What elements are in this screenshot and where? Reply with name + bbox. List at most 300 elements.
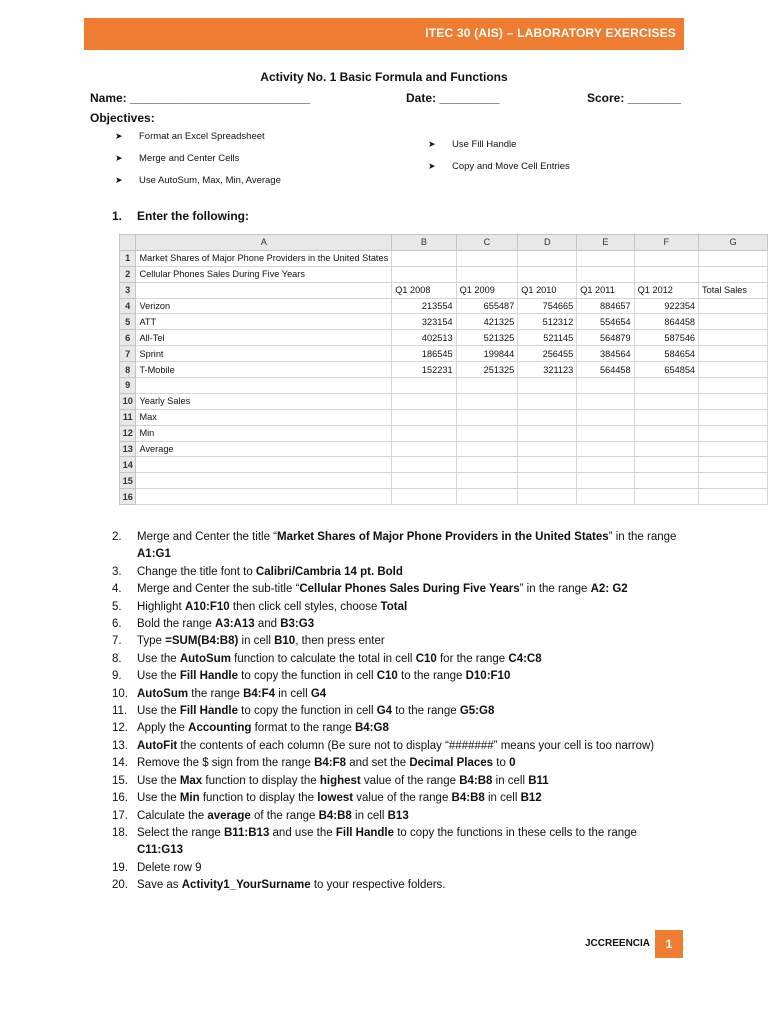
sheet-cell (518, 266, 577, 282)
select-all-corner (120, 235, 136, 251)
instruction-segment: to the range (397, 670, 466, 683)
sheet-cell: 521145 (518, 330, 577, 346)
instruction-emphasis: Total (380, 600, 408, 613)
sheet-cell (456, 441, 518, 457)
sheet-cell (456, 473, 518, 489)
sheet-cell (577, 409, 634, 425)
instruction-segment: value of the range (353, 792, 452, 805)
sheet-cell (136, 473, 392, 489)
instruction-item (112, 720, 682, 737)
objective-item: ➤ Copy and Move Cell Entries (428, 161, 570, 172)
sheet-cell (456, 489, 518, 505)
instruction-emphasis: A3:A13 (215, 618, 255, 631)
sheet-cell: Min (136, 425, 392, 441)
instruction-segment: value of the range (360, 774, 460, 787)
instruction-text (137, 616, 682, 633)
instruction-emphasis: Min (179, 792, 200, 805)
instruction-emphasis: B11:B13 (223, 826, 270, 839)
objective-item: ➤ Merge and Center Cells (115, 153, 240, 164)
instruction-number: 13. (112, 739, 128, 752)
sheet-cell: ATT (136, 314, 392, 330)
instruction-segment: Use the (137, 792, 180, 805)
sheet-cell: 521325 (456, 330, 518, 346)
sheet-row (120, 457, 768, 473)
sheet-cell (456, 250, 518, 266)
row-header: 13 (120, 441, 136, 457)
sheet-cell: Max (136, 409, 392, 425)
instruction-segment: for the range (436, 652, 509, 665)
sheet-cell (136, 457, 392, 473)
sheet-row (120, 425, 768, 441)
sheet-cell (634, 489, 698, 505)
sheet-cell: Q1 2012 (634, 282, 698, 298)
instruction-emphasis: Activity1_YourSurname (181, 879, 311, 892)
objectives-heading: Objectives: (90, 111, 155, 125)
instruction-emphasis: G4 (376, 705, 393, 718)
instruction-emphasis: AutoSum (179, 652, 231, 665)
instruction-emphasis: G5:G8 (459, 705, 495, 718)
sheet-cell (392, 473, 456, 489)
instruction-item (112, 738, 682, 755)
sheet-cell: 384564 (577, 346, 634, 362)
sheet-row (120, 473, 768, 489)
instruction-emphasis: B10 (274, 635, 296, 648)
sheet-cell (577, 266, 634, 282)
sheet-cell: 564458 (577, 362, 634, 378)
row-header: 15 (120, 473, 136, 489)
row-header: 2 (120, 266, 136, 282)
instruction-segment: and use the (269, 826, 336, 839)
instruction-segment: to (493, 757, 510, 770)
sheet-cell (699, 473, 768, 489)
row-header: 14 (120, 457, 136, 473)
instruction-text (137, 599, 682, 616)
instruction-number: 18. (112, 826, 128, 839)
column-header: A (136, 235, 392, 251)
instruction-segment: of the range (250, 809, 319, 822)
sheet-cell (392, 393, 456, 409)
instruction-segment: and (254, 618, 281, 631)
instruction-item (112, 616, 682, 633)
sheet-cell (699, 362, 768, 378)
instruction-emphasis: B13 (387, 809, 409, 822)
sheet-cell (699, 346, 768, 362)
row-header: 3 (120, 282, 136, 298)
instruction-emphasis: Max (179, 774, 203, 787)
instruction-segment: Use the (137, 774, 180, 787)
instruction-segment: Calculate the (137, 809, 208, 822)
sheet-row (120, 393, 768, 409)
sheet-cell: 754665 (518, 298, 577, 314)
sheet-cell: 564879 (577, 330, 634, 346)
sheet-cell: 587546 (634, 330, 698, 346)
instruction-segment: Merge and Center the title “ (137, 531, 277, 543)
instruction-emphasis: highest (319, 774, 361, 787)
column-header: G (699, 235, 768, 251)
sheet-cell (392, 266, 456, 282)
instruction-number: 17. (112, 809, 128, 822)
sheet-cell: 554654 (577, 314, 634, 330)
instruction-segment: Use the (137, 705, 180, 718)
instruction-segment: function to calculate the total in cell (230, 652, 416, 665)
instruction-item (112, 564, 682, 581)
cell-text: Market Shares of Major Phone Providers in the United States (139, 253, 389, 264)
instruction-segment: Remove the $ sign from the range (137, 757, 315, 770)
sheet-cell: 251325 (456, 362, 518, 378)
instruction-item (112, 825, 682, 860)
instruction-number: 11. (112, 705, 128, 718)
instruction-item (112, 668, 682, 685)
instruction-number: 19. (112, 861, 128, 874)
column-header-row (120, 235, 768, 251)
sheet-cell (699, 393, 768, 409)
instruction-segment: to copy the function in cell (237, 705, 377, 718)
sheet-cell (456, 409, 518, 425)
instruction-emphasis: B4:F8 (314, 757, 347, 770)
instruction-emphasis: D10:F10 (465, 670, 511, 683)
instruction-item (112, 686, 682, 703)
sheet-cell (392, 441, 456, 457)
sheet-cell: Average (136, 441, 392, 457)
instruction-segment: the contents of each column (Be sure not to display “#######” means your cell is too narrow) (177, 739, 655, 752)
sheet-cell (136, 378, 392, 394)
sheet-cell (456, 425, 518, 441)
instruction-segment: and set the (346, 757, 410, 770)
instruction-text (137, 651, 682, 668)
instruction-segment: to your respective folders. (310, 879, 446, 892)
instruction-item (112, 529, 682, 564)
instruction-segment: Delete row 9 (137, 861, 202, 874)
instruction-number: 14. (112, 757, 128, 770)
instruction-number: 12. (112, 722, 128, 735)
instruction-text (137, 738, 682, 755)
instruction-segment: in cell (492, 774, 529, 787)
instruction-segment: Apply the (137, 722, 189, 735)
instruction-emphasis: Market Shares of Major Phone Providers in the United States (277, 531, 609, 543)
sheet-cell (634, 378, 698, 394)
header-banner (84, 18, 684, 50)
sheet-cell (577, 393, 634, 409)
instruction-emphasis: A10:F10 (184, 600, 230, 613)
instruction-text (137, 581, 682, 598)
sheet-cell (634, 250, 698, 266)
sheet-cell (518, 425, 577, 441)
instruction-segment: to copy the function in cell (237, 670, 377, 683)
score-field: Score: ________ (587, 91, 682, 105)
instruction-text (137, 860, 682, 877)
instruction-emphasis: Fill Handle (179, 670, 238, 683)
sheet-cell (634, 473, 698, 489)
sheet-cell (699, 298, 768, 314)
sheet-cell (699, 409, 768, 425)
instruction-emphasis: C10 (415, 652, 437, 665)
row-header: 1 (120, 250, 136, 266)
instruction-segment: function to display the (202, 774, 320, 787)
sheet-cell (699, 330, 768, 346)
instruction-emphasis: B3:G3 (280, 618, 315, 631)
instruction-emphasis: Accounting (188, 722, 252, 735)
sheet-cell (392, 489, 456, 505)
spreadsheet (119, 234, 768, 505)
instruction-emphasis: =SUM(B4:B8) (165, 635, 239, 648)
sheet-cell: 323154 (392, 314, 456, 330)
instruction-number: 5. (112, 600, 122, 613)
sheet-cell (699, 314, 768, 330)
sheet-cell (518, 489, 577, 505)
instruction-segment: Type (137, 635, 166, 648)
sheet-cell (518, 441, 577, 457)
sheet-cell (577, 489, 634, 505)
page-number: 1 (655, 930, 683, 958)
instruction-list (112, 529, 682, 895)
instruction-text (137, 773, 682, 790)
sheet-cell (577, 378, 634, 394)
instruction-item (112, 651, 682, 668)
objective-item: ➤ Use Fill Handle (428, 139, 517, 150)
sheet-cell: Q1 2011 (577, 282, 634, 298)
sheet-cell: All-Tel (136, 330, 392, 346)
column-header: F (634, 235, 698, 251)
sheet-cell (577, 457, 634, 473)
sheet-cell (634, 441, 698, 457)
instruction-segment: in cell (238, 635, 275, 648)
date-field: Date: _________ (406, 91, 500, 105)
cell-text: Cellular Phones Sales During Five Years (139, 269, 305, 280)
sheet-cell (699, 250, 768, 266)
instruction-emphasis: B4:G8 (354, 722, 389, 735)
sheet-cell: Q1 2009 (456, 282, 518, 298)
instruction-emphasis: AutoSum (137, 687, 189, 700)
instruction-item (112, 860, 682, 877)
sheet-cell (699, 441, 768, 457)
step-1: 1. Enter the following: (112, 209, 249, 223)
row-header: 11 (120, 409, 136, 425)
sheet-cell (634, 425, 698, 441)
sheet-cell (518, 409, 577, 425)
instruction-segment: to copy the functions in these cells to the range (394, 826, 637, 839)
sheet-cell: 421325 (456, 314, 518, 330)
row-header: 8 (120, 362, 136, 378)
instruction-emphasis: B12 (520, 792, 542, 805)
instruction-text (137, 633, 682, 650)
instruction-segment: function to display the (199, 792, 318, 805)
instruction-segment: Merge and Center the sub-title “ (137, 583, 300, 596)
column-header: B (392, 235, 456, 251)
sheet-cell (136, 266, 392, 282)
instruction-emphasis: G4 (310, 687, 327, 700)
instruction-item (112, 790, 682, 807)
sheet-cell (136, 489, 392, 505)
arrow-bullet-icon: ➤ (428, 139, 436, 149)
sheet-row (120, 314, 768, 330)
row-header: 6 (120, 330, 136, 346)
instruction-emphasis: C4:C8 (508, 652, 542, 665)
instruction-segment: ” in the range (608, 531, 677, 543)
sheet-cell: Q1 2008 (392, 282, 456, 298)
instruction-number: 7. (112, 635, 122, 648)
instruction-number: 10. (112, 687, 128, 700)
instruction-item (112, 703, 682, 720)
instruction-segment: ” in the range (519, 583, 591, 596)
sheet-cell: 922354 (634, 298, 698, 314)
instruction-text (137, 529, 682, 564)
sheet-row (120, 378, 768, 394)
instruction-item (112, 633, 682, 650)
sheet-row (120, 250, 768, 266)
sheet-row (120, 489, 768, 505)
instruction-text (137, 668, 682, 685)
instruction-number: 4. (112, 583, 122, 596)
instruction-number: 9. (112, 670, 122, 683)
instruction-emphasis: B11 (528, 774, 549, 787)
sheet-cell (699, 489, 768, 505)
sheet-cell (577, 250, 634, 266)
sheet-row (120, 441, 768, 457)
instruction-emphasis: C10 (376, 670, 398, 683)
sheet-cell: T-Mobile (136, 362, 392, 378)
instruction-text (137, 720, 682, 737)
row-header: 10 (120, 393, 136, 409)
sheet-cell (518, 473, 577, 489)
instruction-text (137, 755, 682, 772)
objective-item: ➤ Format an Excel Spreadsheet (115, 131, 265, 142)
instruction-emphasis: Fill Handle (335, 826, 394, 839)
sheet-cell: 512312 (518, 314, 577, 330)
sheet-cell (392, 425, 456, 441)
sheet-cell: 321123 (518, 362, 577, 378)
instruction-emphasis: B4:B8 (451, 792, 485, 805)
row-header: 4 (120, 298, 136, 314)
instruction-segment: in cell (484, 792, 521, 805)
sheet-row (120, 346, 768, 362)
instruction-number: 15. (112, 774, 128, 787)
sheet-row (120, 266, 768, 282)
sheet-cell (518, 378, 577, 394)
arrow-bullet-icon: ➤ (115, 175, 123, 185)
sheet-cell (136, 250, 392, 266)
instruction-number: 8. (112, 652, 122, 665)
instruction-number: 3. (112, 565, 122, 578)
sheet-cell: 654854 (634, 362, 698, 378)
instruction-segment: Save as (137, 879, 182, 892)
sheet-cell (518, 250, 577, 266)
instruction-emphasis: A1:G1 (137, 548, 171, 561)
sheet-cell: Total Sales (699, 282, 768, 298)
instruction-segment: Bold the range (137, 618, 216, 631)
sheet-cell: Verizon (136, 298, 392, 314)
column-header: E (577, 235, 634, 251)
instruction-segment: format to the range (251, 722, 355, 735)
instruction-text (137, 686, 682, 703)
sheet-cell (577, 425, 634, 441)
instruction-number: 2. (112, 531, 122, 543)
instruction-text (137, 564, 682, 581)
instruction-text (137, 808, 682, 825)
sheet-cell (392, 378, 456, 394)
sheet-cell (699, 266, 768, 282)
instruction-emphasis: Cellular Phones Sales During Five Years (299, 583, 520, 596)
activity-title: Activity No. 1 Basic Formula and Functions (260, 70, 508, 84)
sheet-cell (699, 425, 768, 441)
sheet-cell: 655487 (456, 298, 518, 314)
sheet-cell (518, 393, 577, 409)
instruction-emphasis: B4:B8 (318, 809, 352, 822)
row-header: 12 (120, 425, 136, 441)
instruction-segment: then click cell styles, choose (229, 600, 381, 613)
instruction-item (112, 755, 682, 772)
sheet-row (120, 409, 768, 425)
objective-item: ➤ Use AutoSum, Max, Min, Average (115, 175, 281, 186)
sheet-cell: 152231 (392, 362, 456, 378)
instruction-number: 16. (112, 792, 128, 805)
sheet-cell (634, 393, 698, 409)
instruction-emphasis: lowest (317, 792, 354, 805)
instruction-segment: Use the (137, 670, 180, 683)
instruction-segment: , then press enter (295, 635, 385, 648)
sheet-cell: Sprint (136, 346, 392, 362)
instruction-item (112, 877, 682, 894)
sheet-cell (699, 457, 768, 473)
sheet-cell (577, 441, 634, 457)
name-field: Name: ___________________________ (90, 91, 311, 105)
sheet-cell (518, 457, 577, 473)
instruction-segment: Highlight (137, 600, 185, 613)
sheet-cell: 256455 (518, 346, 577, 362)
sheet-cell: Yearly Sales (136, 393, 392, 409)
instruction-number: 6. (112, 618, 122, 631)
sheet-cell: 186545 (392, 346, 456, 362)
instruction-emphasis: A2: G2 (590, 583, 628, 596)
instruction-segment: to the range (392, 705, 460, 718)
sheet-cell (392, 409, 456, 425)
sheet-cell (456, 266, 518, 282)
instruction-text (137, 790, 682, 807)
row-header: 9 (120, 378, 136, 394)
instruction-emphasis: B4:B8 (459, 774, 493, 787)
row-header: 16 (120, 489, 136, 505)
instruction-item (112, 599, 682, 616)
sheet-cell (577, 473, 634, 489)
instruction-segment: Use the (137, 652, 180, 665)
sheet-row (120, 362, 768, 378)
row-header: 5 (120, 314, 136, 330)
sheet-cell (136, 282, 392, 298)
instruction-emphasis: B4:F4 (243, 687, 276, 700)
sheet-cell: 213554 (392, 298, 456, 314)
sheet-row (120, 330, 768, 346)
sheet-cell (456, 393, 518, 409)
instruction-segment: Change the title font to (137, 565, 256, 578)
instruction-emphasis: Decimal Places (409, 757, 494, 770)
sheet-cell: 884657 (577, 298, 634, 314)
sheet-cell: 584654 (634, 346, 698, 362)
sheet-cell: 199844 (456, 346, 518, 362)
instruction-segment: in cell (351, 809, 388, 822)
arrow-bullet-icon: ➤ (115, 153, 123, 163)
instruction-text (137, 703, 682, 720)
sheet-row (120, 298, 768, 314)
sheet-cell (456, 378, 518, 394)
arrow-bullet-icon: ➤ (115, 131, 123, 141)
instruction-segment: Select the range (137, 826, 224, 839)
column-header: C (456, 235, 518, 251)
instruction-item (112, 808, 682, 825)
instruction-item (112, 581, 682, 598)
sheet-cell: Q1 2010 (518, 282, 577, 298)
instruction-number: 20. (112, 879, 128, 892)
instruction-item (112, 773, 682, 790)
sheet-cell (392, 250, 456, 266)
